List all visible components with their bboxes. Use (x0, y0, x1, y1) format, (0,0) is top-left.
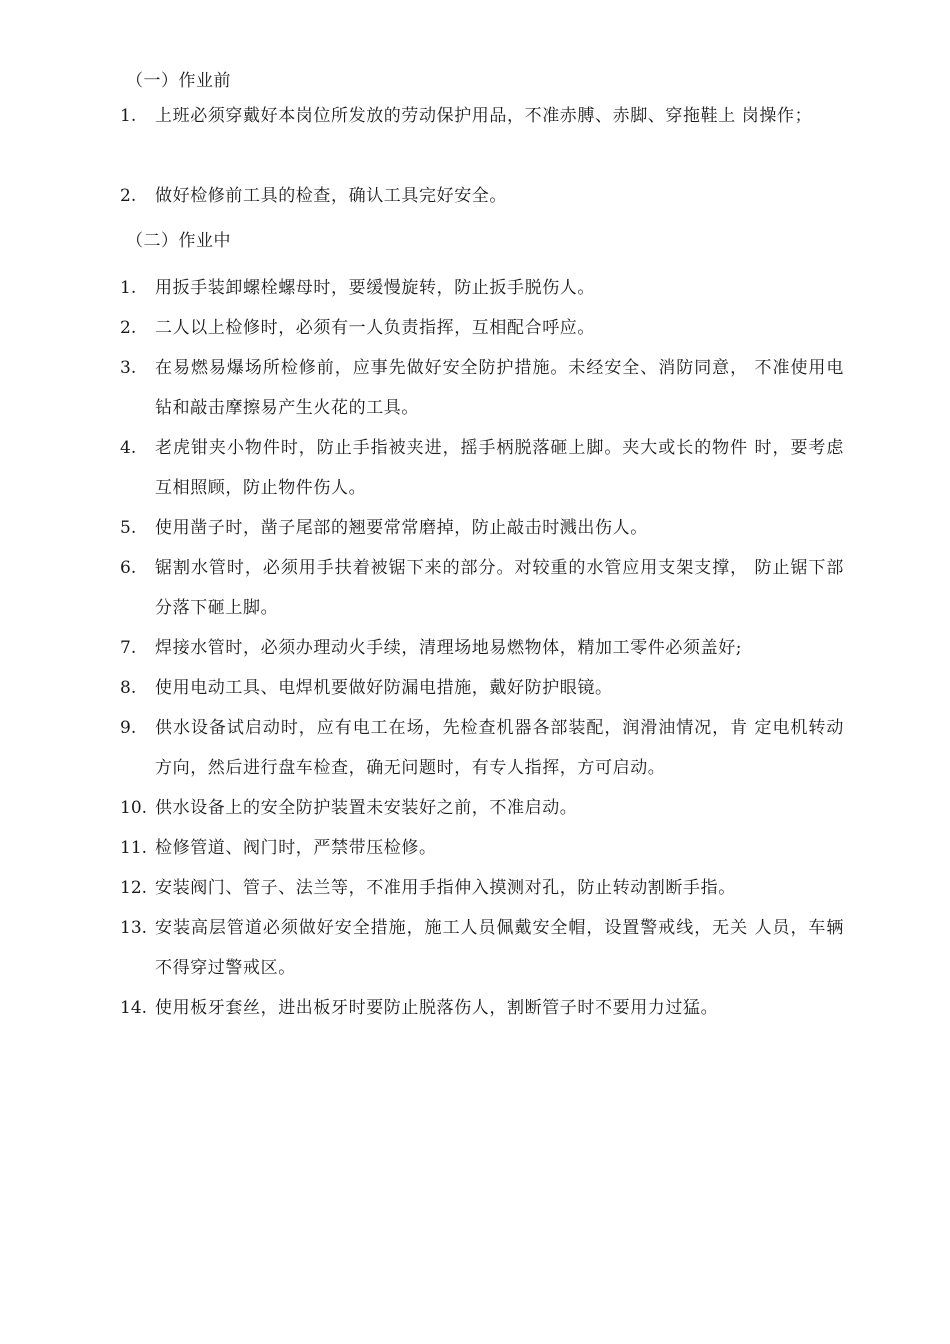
list-item-number: 1. (120, 278, 137, 298)
list-item (120, 668, 844, 708)
list-item-number: 11. (120, 838, 148, 858)
list-item (120, 628, 844, 668)
list-item-text: 做好检修前工具的检查，确认工具完好安全。 (155, 186, 507, 206)
list-item-text: 供水设备上的安全防护装置未安装好之前，不准启动。 (155, 798, 578, 818)
list-item (120, 548, 844, 628)
list-item-text: 供水设备试启动时，应有电工在场，先检查机器各部装配，润滑油情况，肯 定电机转动方向，然后进行盘车检查，确无问题时，有专人指挥，方可启动。 (155, 718, 844, 778)
list-item-number: 9. (120, 718, 137, 738)
list-item-text: 二人以上检修时，必须有一人负责指挥，互相配合呼应。 (155, 318, 595, 338)
list-item-number: 2. (120, 186, 137, 206)
list-item-text: 用扳手装卸螺栓螺母时，要缓慢旋转，防止扳手脱伤人。 (155, 278, 595, 298)
list-item (120, 308, 844, 348)
list-item-number: 13. (120, 918, 148, 938)
list-item-text: 使用板牙套丝，进出板牙时要防止脱落伤人，割断管子时不要用力过猛。 (155, 998, 719, 1018)
list-item-number: 7. (120, 638, 137, 658)
list-item-text: 老虎钳夹小物件时，防止手指被夹进，摇手柄脱落砸上脚。夹大或长的物件 时，要考虑互相照顾，防止物件伤人。 (155, 438, 844, 498)
list-item-number: 14. (120, 998, 148, 1018)
list-item-number: 12. (120, 878, 148, 898)
list-item (120, 268, 844, 308)
list-item-number: 3. (120, 358, 137, 378)
list-item (120, 868, 844, 908)
list-item-text: 焊接水管时，必须办理动火手续，清理场地易燃物体，精加工零件必须盖好; (155, 638, 743, 658)
list-item-text: 使用凿子时，凿子尾部的翘要常常磨掉，防止敲击时溅出伤人。 (155, 518, 648, 538)
section-heading-during-work: （二）作业中 (126, 231, 231, 251)
list-item-text: 在易燃易爆场所检修前，应事先做好安全防护措施。未经安全、消防同意， 不准使用电钻和敲击摩擦易产生火花的工具。 (155, 358, 844, 418)
list-item (120, 176, 844, 216)
list-item (120, 508, 844, 548)
list-item (120, 348, 844, 428)
list-item (120, 96, 844, 136)
list-item-number: 8. (120, 678, 137, 698)
list-item-number: 10. (120, 798, 148, 818)
list-item (120, 988, 844, 1028)
list-item-number: 2. (120, 318, 137, 338)
list-item-number: 4. (120, 438, 137, 458)
list-item-text: 上班必须穿戴好本岗位所发放的劳动保护用品，不准赤膊、赤脚、穿拖鞋上 岗操作； (155, 106, 813, 126)
list-item (120, 708, 844, 788)
list-item-number: 6. (120, 558, 137, 578)
list-item (120, 788, 844, 828)
list-item-text: 安装高层管道必须做好安全措施，施工人员佩戴安全帽，设置警戒线，无关 人员，车辆不得穿过警戒区。 (155, 918, 844, 978)
list-item-text: 安装阀门、管子、法兰等，不准用手指伸入摸测对孔，防止转动割断手指。 (155, 878, 736, 898)
section-heading-before-work: （一）作业前 (126, 71, 231, 91)
list-item-text: 检修管道、阀门时，严禁带压检修。 (155, 838, 437, 858)
list-item-text: 锯割水管时，必须用手扶着被锯下来的部分。对较重的水管应用支架支撑， 防止锯下部分落下砸上脚。 (155, 558, 844, 618)
list-item (120, 908, 844, 988)
list-item (120, 828, 844, 868)
list-item (120, 428, 844, 508)
list-item-number: 1. (120, 106, 137, 126)
list-item-number: 5. (120, 518, 137, 538)
list-item-text: 使用电动工具、电焊机要做好防漏电措施，戴好防护眼镜。 (155, 678, 613, 698)
